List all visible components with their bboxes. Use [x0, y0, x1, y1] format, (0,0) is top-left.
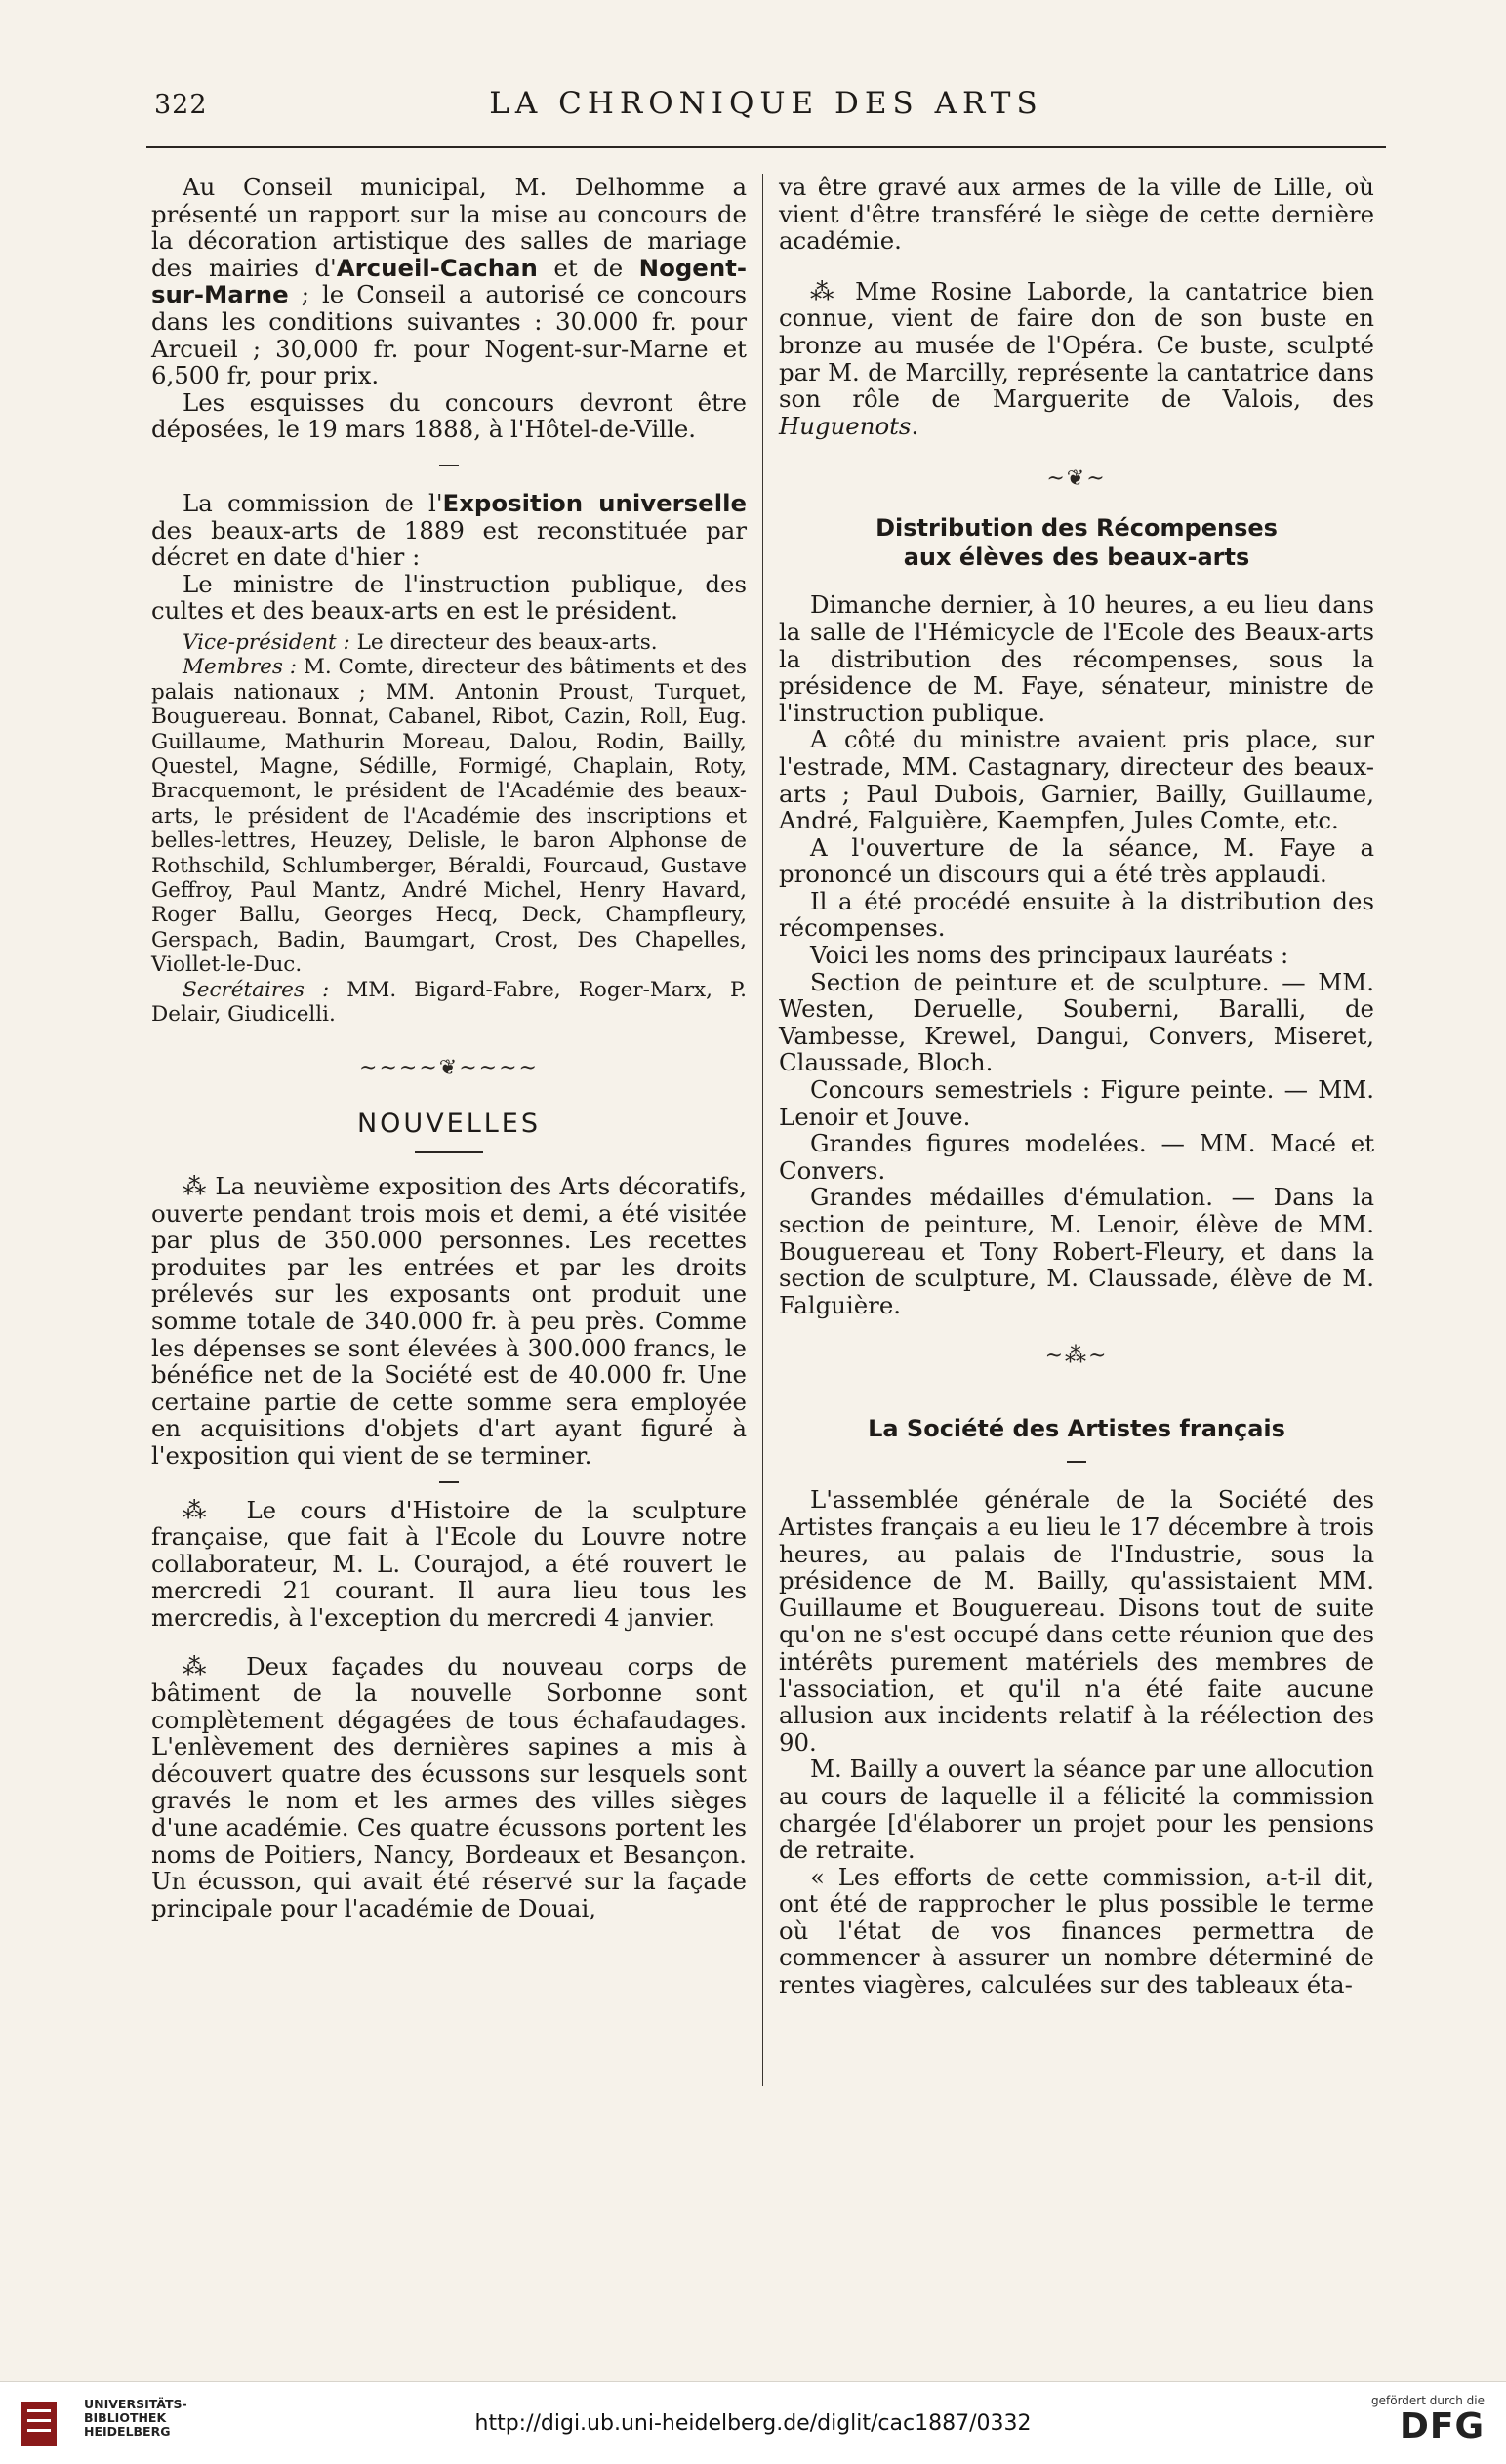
institution-line: HEIDELBERG: [84, 2424, 171, 2439]
title-line-2: aux élèves des beaux-arts: [903, 544, 1250, 572]
header-rule: [146, 146, 1386, 148]
article-commission: [151, 490, 747, 571]
distribution-estrade: A côté du ministre avaient pris place, sur l'estrade, MM. Castagnary, directeur des beaux-arts ; Paul Dubois, Garnier, Bailly, Guillaume, André, Falguière, Kaempfen, Jules Comte, etc.: [779, 725, 1374, 835]
page-number: 322: [154, 90, 208, 120]
spacer: [779, 255, 1374, 278]
dfg-logo: DFG: [1399, 2406, 1485, 2446]
place-arcueil: Arcueil-Cachan: [336, 253, 538, 282]
ornament-divider: ~⁂~: [1044, 1344, 1109, 1369]
membres-text: M. Comte, directeur des bâtiments et des palais nationaux ; MM. Antonin Proust, Turquet, Bouguereau. Bonnat, Cabanel, Ribot, Cazin, Roll, Eug. Guillaume, Mathurin Moreau, Dalou, Rodin, Bailly, Questel, Magne, Sédille, Formigé, Chaplain, Roty, Bracquemont, le président de l'Académie des beaux-arts, le président de l'Académie des inscriptions et belles-lettres, Heuzey, Delisle, le baron Alphonse de Rothschild, Schlumberger, Béraldi, Fourcaud, Gustave Geffroy, Paul Mantz, André Michel, Henry Havard, Roger Ballu, Georges Hecq, Deck, Champfleury, Gerspach, Badin, Baumgart, Crost, Des Chapelles, Viollet-le-Duc.: [151, 655, 747, 978]
institution-line: UNIVERSITÄTS-: [84, 2397, 187, 2411]
article-lille: va être gravé aux armes de la ville de Lille, où vient d'être transféré le siège de cette dernière académie.: [779, 173, 1374, 256]
news-item-cours-histoire: ⁂ Le cours d'Histoire de la sculpture française, que fait à l'Ecole du Louvre notre collaborateur, M. L. Courajod, a été rouvert le mercredi 21 courant. Il aura lieu tous les mercredis, à l'exception du mercredi 4 janvier.: [151, 1495, 747, 1632]
institution-line: BIBLIOTHEK: [84, 2410, 167, 2425]
text-span: ⁂ Mme Rosine Laborde, la cantatrice bien connue, vient de faire don de son buste en bronze au musée de l'Opéra. Ce buste, sculpté par M. de Marcilly, représente la cantatrice dans son rôle de Marguerite de Valois, des: [779, 276, 1374, 414]
section-title-societe: La Société des Artistes français: [868, 1415, 1285, 1443]
news-item-laborde: [779, 278, 1374, 440]
secretaires-label: Secrétaires :: [183, 977, 330, 1002]
sponsor-text: gefördert durch die: [1371, 2394, 1485, 2407]
distribution-laureats: Voici les noms des principaux lauréats :: [810, 941, 1289, 970]
journal-title: LA CHRONIQUE DES ARTS: [489, 86, 1043, 121]
text-span: .: [911, 411, 919, 440]
membres-label: Membres :: [183, 655, 298, 680]
article-conseil-municipal: [151, 174, 747, 389]
laureats-figures: Grandes figures modelées. — MM. Macé et Convers.: [779, 1129, 1374, 1185]
right-column: [779, 174, 1374, 1999]
text-span: des beaux-arts de 1889 est reconstituée par décret en date d'hier :: [151, 515, 747, 572]
ornament-divider: ~❦~: [1046, 466, 1107, 492]
vice-label: Vice-président :: [183, 629, 350, 655]
section-title-distribution: [779, 513, 1374, 572]
laureats-section: Section de peinture et de sculpture. — MM. Westen, Deruelle, Souberni, Baralli, de Vambesse, Krewel, Dangui, Convers, Miseret, Claussade, Bloch.: [779, 967, 1374, 1077]
distribution-procede: Il a été procédé ensuite à la distribution des récompenses.: [779, 886, 1374, 943]
distribution-intro: Dimanche dernier, à 10 heures, a eu lieu dans la salle de l'Hémicycle de l'Ecole des Beaux-arts la distribution des récompenses, sous la présidence de M. Faye, sénateur, ministre de l'instruction publique.: [779, 590, 1374, 727]
vice-text: Le directeur des beaux-arts.: [349, 629, 658, 655]
article-esquisses: Les esquisses du concours devront être déposées, le 19 mars 1888, à l'Hôtel-de-Ville.: [151, 387, 747, 444]
title-rule: [415, 1151, 483, 1153]
distribution-discours: A l'ouverture de la séance, M. Faye a prononcé un discours qui a été très applaudi.: [779, 832, 1374, 889]
text-span: et de: [537, 253, 639, 282]
sponsor-block: [1371, 2394, 1485, 2446]
laureats-medailles: Grandes médailles d'émulation. — Dans la section de peinture, M. Lenoir, élève de MM. Bouguereau et Tony Robert-Fleury, et dans la section de sculpture, M. Claussade, élève de M. Falguière.: [779, 1183, 1374, 1319]
running-head: [146, 86, 1386, 135]
work-title-huguenots: Huguenots: [779, 411, 912, 440]
column-divider: [762, 174, 763, 2086]
secretaires-text: MM. Bigard-Fabre, Roger-Marx, P. Delair, Giudicelli.: [151, 977, 748, 1027]
permalink-url[interactable]: http://digi.ub.uni-heidelberg.de/diglit/cac1887/0332: [474, 2411, 1032, 2436]
societe-assemblee: L'assemblée générale de la Société des Artistes français a eu lieu le 17 décembre à trois heures, au palais de l'Industrie, sous la présidence de M. Bailly, qu'assistaient MM. Guillaume et Bouguereau. Disons tout de suite qu'on ne s'est occupé dans cette réunion que des intérêts purement matériels des membres de l'association, et qu'il n'a été faite aucune allusion aux incidents relatif à la réélection des 90.: [779, 1485, 1374, 1757]
footer-bar: [0, 2381, 1506, 2464]
societe-bailly: M. Bailly a ouvert la séance par une allocution au cours de laquelle il a félicité la commission chargée [d'élaborer un projet pour les pensions de retraite.: [779, 1755, 1374, 1865]
title-line-1: Distribution des Récompenses: [875, 514, 1278, 543]
spacer: [151, 1632, 747, 1653]
vice-president: [151, 630, 747, 655]
left-column: [151, 174, 747, 1921]
title-rule: [1067, 1461, 1086, 1463]
section-title-nouvelles: NOUVELLES: [356, 1109, 542, 1140]
news-item-sorbonne: ⁂ Deux façades du nouveau corps de bâtiment de la nouvelle Sorbonne sont complètement dégagées de tous échafaudages. L'enlèvement des dernières sapines a mis à découvert quatre des écussons sur lesquels sont gravés le nom et les armes des villes sièges d'une académie. Ces quatre écussons portent les noms de Poitiers, Nancy, Bordeaux et Besançon. Un écusson, qui avait été réservé sur la façade principale pour l'académie de Douai,: [151, 1651, 747, 1922]
separator-dash: [439, 1481, 459, 1483]
spacer: [779, 572, 1374, 591]
article-ministre: Le ministre de l'instruction publique, des cultes et des beaux-arts en est le président.: [151, 569, 747, 626]
membres-list: [151, 655, 747, 977]
laureats-concours: Concours semestriels : Figure peinte. — MM. Lenoir et Jouve.: [779, 1075, 1374, 1131]
secretaires: [151, 978, 747, 1028]
societe-efforts: « Les efforts de cette commission, a-t-il dit, ont été de rapprocher le plus possible le terme où l'état de vos finances permettra de commencer à assurer un nombre déterminé de rentes viagères, calculées sur des tableaux éta-: [779, 1862, 1374, 1999]
news-item-arts-decoratifs: ⁂ La neuvième exposition des Arts décoratifs, ouverte pendant trois mois et demi, a été visitée par plus de 350.000 personnes. Les recettes produites par les entrées et par les droits prélevés sur les exposants ont produit une somme totale de 340.000 fr. à peu près. Comme les dépenses se sont élevées à 300.000 francs, le bénéfice net de la Société est de 40.000 fr. Une certaine partie de cette somme sera employée en acquisitions d'objets d'art ayant figuré à l'exposition qui vient de se terminer.: [151, 1172, 747, 1470]
text-span: ; le Conseil a autorisé ce concours dans les conditions suivantes : 30.000 fr. pour Arcueil ; 30,000 fr. pour Nogent-sur-Marne et 6,500 fr, pour prix.: [151, 280, 747, 390]
exposition-universelle: Exposition universelle: [442, 488, 747, 517]
separator-dash: [439, 465, 459, 466]
place-nogent: Nogent-sur-Marne: [151, 253, 747, 309]
text-span: La commission de l': [183, 488, 443, 517]
ornament-divider: ~~~~❦~~~~: [359, 1056, 539, 1081]
text-span: Au Conseil municipal, M. Delhomme a présenté un rapport sur la mise au concours de la décoration artistique des salles de mariage des mairies d': [151, 173, 747, 282]
